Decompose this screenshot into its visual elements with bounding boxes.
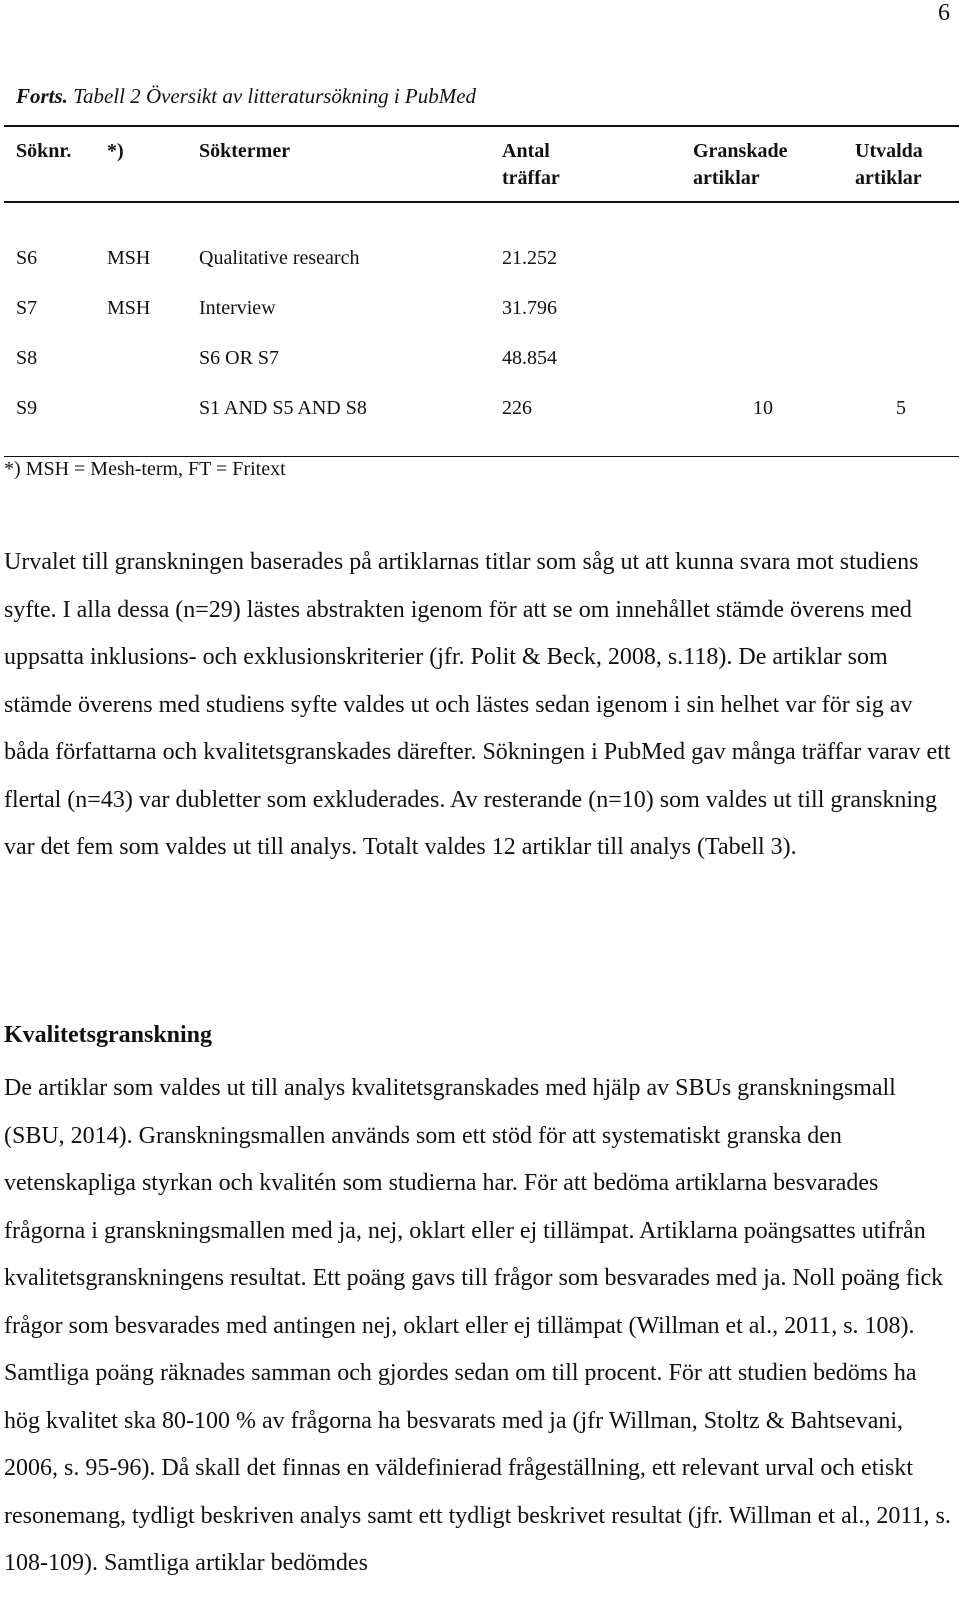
table-caption	[16, 84, 476, 109]
header-type: *)	[107, 140, 124, 162]
header-hits	[502, 138, 560, 192]
section-heading: Kvalitetsgranskning	[4, 1022, 213, 1048]
cell-type: MSH	[107, 247, 151, 269]
header-reviewed	[693, 138, 787, 192]
header-terms: Söktermer	[199, 140, 291, 162]
page-number: 6	[938, 0, 950, 26]
cell-sokn: S6	[16, 247, 38, 269]
cell-terms: S1 AND S5 AND S8	[199, 397, 367, 419]
caption-label: Tabell 2	[73, 84, 141, 108]
header-selected-line2: artiklar	[855, 167, 922, 189]
header-hits-line2: träffar	[502, 167, 560, 189]
cell-hits: 21.252	[502, 247, 557, 269]
caption-text: Översikt av litteratursökning i PubMed	[145, 84, 477, 108]
body-paragraph-2: De artiklar som valdes ut till analys kvalitetsgranskades med hjälp av SBUs granskningsmall (SBU, 2014). Granskningsmallen används som ett stöd för att systematiskt granska den vetenskapliga styrkan och kvalitén som studierna har. För att bedöma artiklarna besvarades frågorna i granskningsmallen med ja, nej, oklart eller ej tillämpat. Artiklarna poängsattes utifrån kvalitetsgranskningens resultat. Ett poäng gavs till frågor som besvarades med ja. Noll poäng fick frågor som besvarades med antingen nej, oklart eller ej tillämpat (Willman et al., 2011, s. 108). Samtliga poäng räknades samman och gjordes sedan om till procent. För att studien bedöms ha hög kvalitet ska 80-100 % av frågorna ha besvarats med ja (jfr Willman, Stoltz & Bahtsevani, 2006, s. 95-96). Då skall det finnas en väldefinierad frågeställning, ett relevant urval och etiskt resonemang, tydligt beskriven analys samt ett tydligt beskrivet resultat (jfr. Willman et al., 2011, s. 108-109). Samtliga artiklar bedömdes	[4, 1075, 951, 1576]
header-selected-line1: Utvalda	[855, 140, 923, 162]
header-selected	[855, 138, 923, 192]
cell-type: MSH	[107, 297, 151, 319]
table-top-rule	[4, 125, 959, 127]
body-paragraph-1: Urvalet till granskningen baserades på artiklarnas titlar som såg ut att kunna svara mot studiens syfte. I alla dessa (n=29) lästes abstrakten igenom för att se om innehållet stämde överens med uppsatta inklusions- och exklusionskriterier (jfr. Polit & Beck, 2008, s.118). De artiklar som stämde överens med studiens syfte valdes ut och lästes sedan igenom i sin helhet var för sig av båda författarna och kvalitetsgranskades därefter. Sökningen i PubMed gav många träffar varav ett flertal (n=43) var dubletter som exkluderades. Av resterande (n=10) som valdes ut till granskning var det fem som valdes ut till analys. Totalt valdes 12 artiklar till analys (Tabell 3).	[4, 549, 951, 860]
caption-prefix: Forts.	[16, 84, 68, 108]
cell-sokn: S8	[16, 347, 38, 369]
cell-terms: Interview	[199, 297, 276, 319]
table-footnote: *) MSH = Mesh-term, FT = Fritext	[4, 458, 286, 480]
cell-terms: S6 OR S7	[199, 347, 280, 369]
cell-sokn: S9	[16, 397, 38, 419]
header-sokn: Söknr.	[16, 140, 72, 162]
header-reviewed-line1: Granskade	[693, 140, 788, 162]
cell-hits: 48.854	[502, 347, 557, 369]
cell-reviewed: 10	[753, 397, 773, 419]
header-hits-line1: Antal	[502, 140, 550, 162]
table-header-rule	[4, 201, 959, 203]
cell-hits: 226	[502, 397, 532, 419]
table-bottom-rule	[4, 456, 959, 457]
cell-selected: 5	[896, 397, 906, 419]
cell-terms: Qualitative research	[199, 247, 360, 269]
cell-hits: 31.796	[502, 297, 557, 319]
header-reviewed-line2: artiklar	[693, 167, 760, 189]
cell-sokn: S7	[16, 297, 38, 319]
